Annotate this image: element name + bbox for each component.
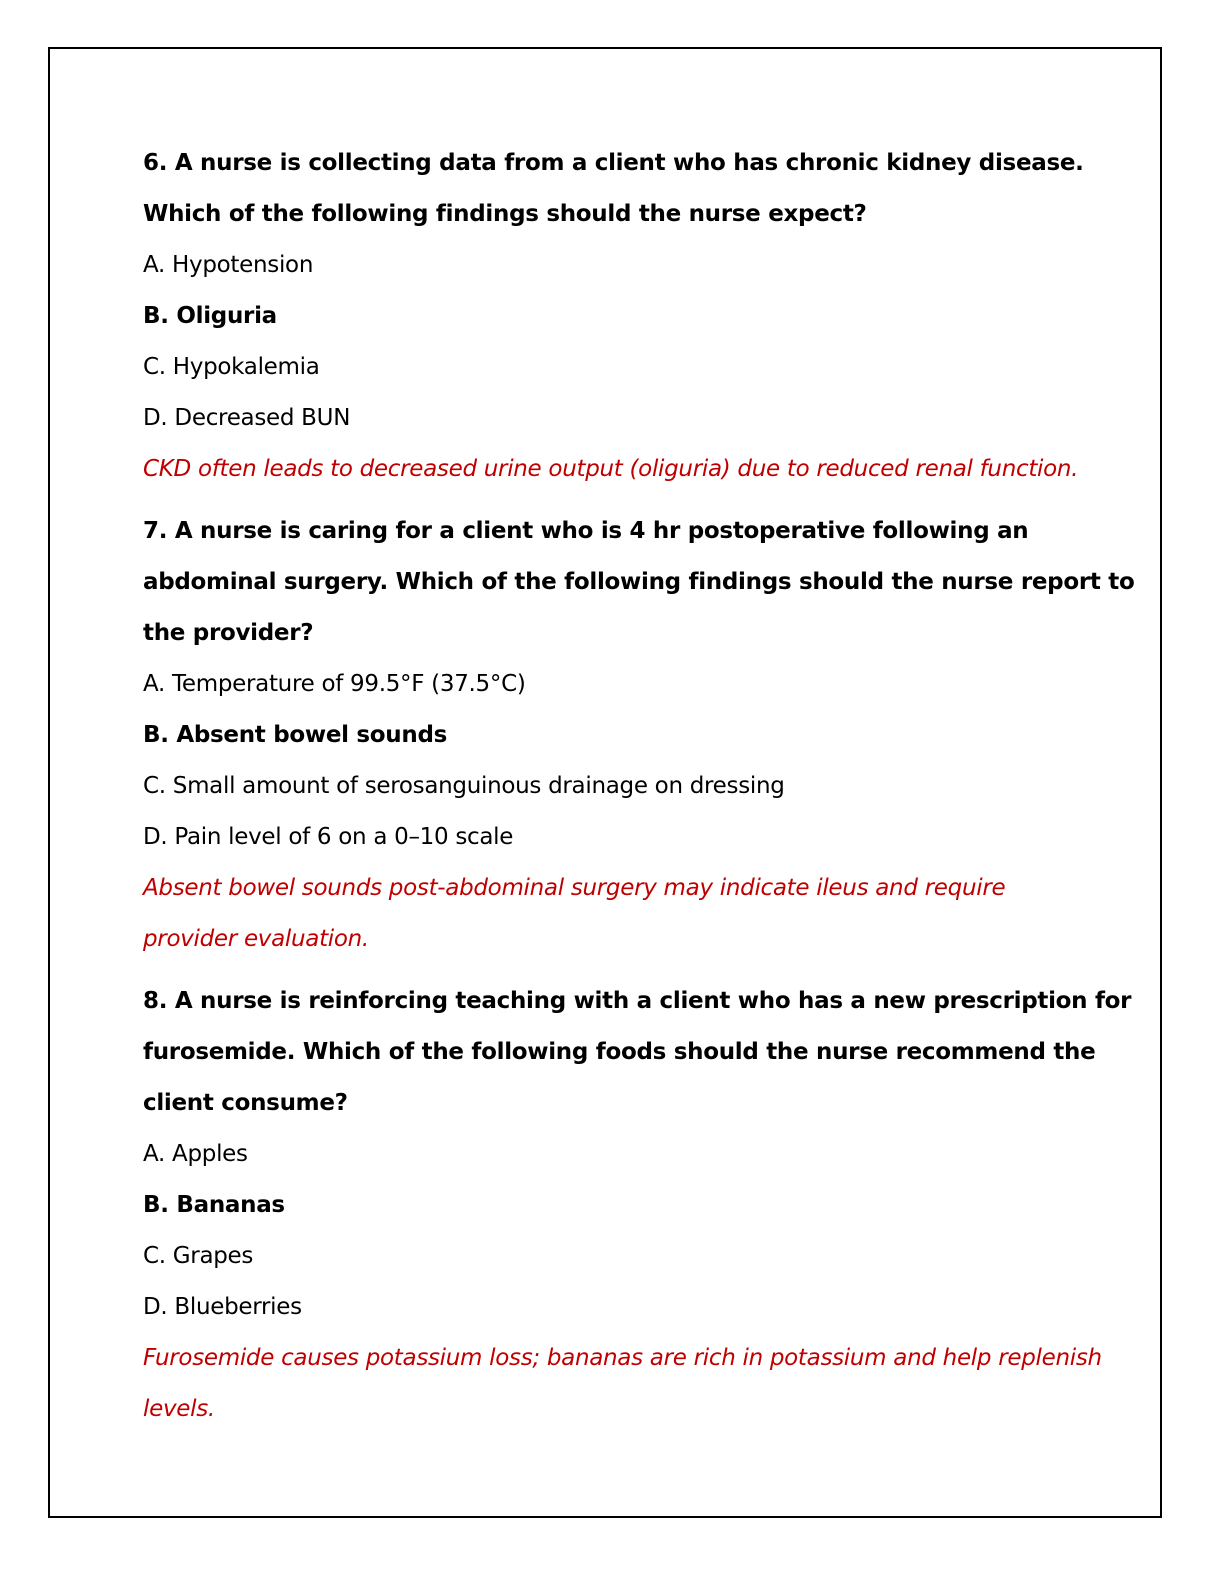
option-c: C. Small amount of serosanguinous drainage on dressing [143, 773, 785, 799]
rationale-line: CKD often leads to decreased urine output (oliguria) due to reduced renal function. [143, 456, 1079, 482]
option-b-correct: B. Absent bowel sounds [143, 722, 448, 748]
question-stem-line: abdominal surgery. Which of the following findings should the nurse report to [143, 569, 1135, 595]
option-d: D. Decreased BUN [143, 405, 351, 431]
question-7 [143, 506, 1135, 965]
question-stem-line: Which of the following findings should the nurse expect? [143, 201, 867, 227]
question-stem-line: the provider? [143, 620, 314, 646]
rationale-line: Absent bowel sounds post-abdominal surgery may indicate ileus and require [143, 875, 1006, 901]
document-content [143, 138, 1135, 1435]
option-c: C. Hypokalemia [143, 354, 320, 380]
option-a: A. Temperature of 99.5°F (37.5°C) [143, 671, 526, 697]
question-stem-line: 6. A nurse is collecting data from a client who has chronic kidney disease. [143, 150, 1084, 176]
question-stem-line: client consume? [143, 1090, 348, 1116]
rationale-line: Furosemide causes potassium loss; bananas are rich in potassium and help replenish [143, 1345, 1102, 1371]
option-d: D. Blueberries [143, 1294, 302, 1320]
option-d: D. Pain level of 6 on a 0–10 scale [143, 824, 514, 850]
rationale-line: provider evaluation. [143, 926, 369, 952]
question-8 [143, 976, 1132, 1435]
option-c: C. Grapes [143, 1243, 254, 1269]
option-b-correct: B. Bananas [143, 1192, 285, 1218]
rationale-line: levels. [143, 1396, 215, 1422]
question-6 [143, 138, 1093, 495]
question-stem-line: 8. A nurse is reinforcing teaching with a client who has a new prescription for [143, 988, 1132, 1014]
option-b-correct: B. Oliguria [143, 303, 277, 329]
question-stem-line: furosemide. Which of the following foods should the nurse recommend the [143, 1039, 1096, 1065]
option-a: A. Hypotension [143, 252, 314, 278]
question-stem-line: 7. A nurse is caring for a client who is 4 hr postoperative following an [143, 518, 1029, 544]
option-a: A. Apples [143, 1141, 248, 1167]
